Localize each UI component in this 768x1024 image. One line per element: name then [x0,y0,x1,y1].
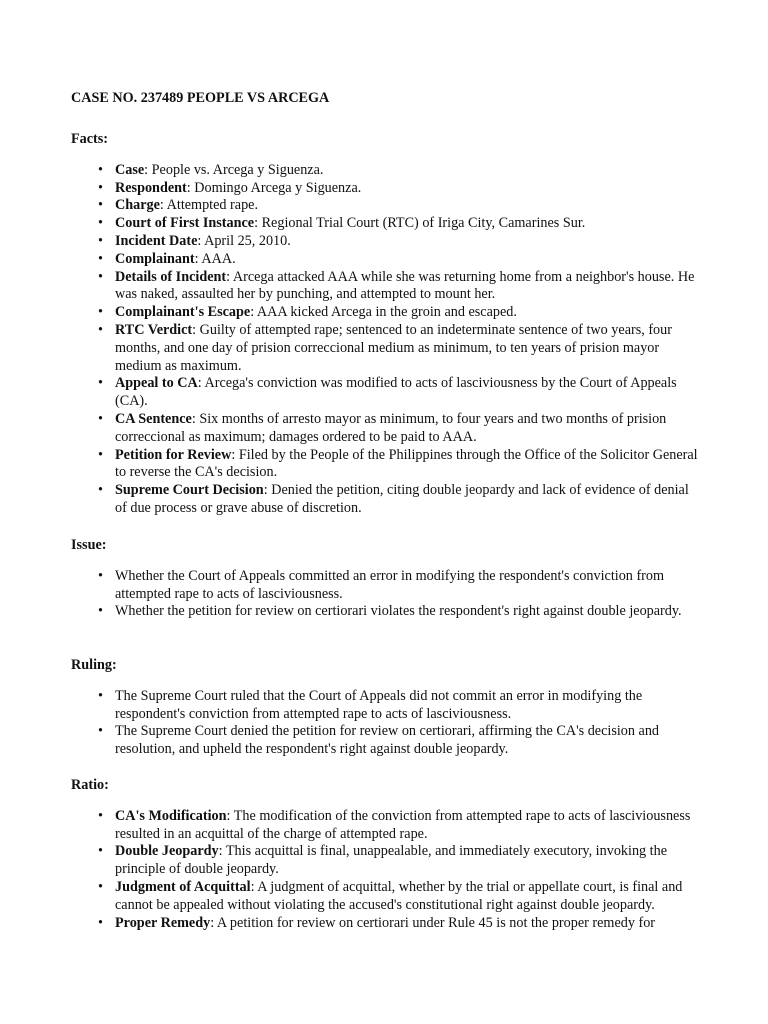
item-text: : April 25, 2010. [197,232,291,249]
item-text: : A petition for review on certiorari under Rule 45 is not the proper remedy for [210,914,656,931]
issue-section [71,537,701,621]
item-text: : This acquittal is final, unappealable, and immediately executory, invoking the principle of double jeopardy. [115,843,668,878]
bullet-icon: • [98,914,103,931]
item-text: : Arcega attacked AAA while she was returning home from a neighbor's house. He was naked, assaulted her by punching, and attempted to mount her. [115,268,695,303]
bullet-icon: • [98,723,103,740]
item-text: : AAA kicked Arcega in the groin and escaped. [250,304,517,321]
list-item [71,322,701,375]
bullet-icon: • [98,375,103,392]
item-term: Court of First Instance [115,215,255,232]
item-term: Supreme Court Decision [115,482,264,499]
item-text: : Guilty of attempted rape; sentenced to an indeterminate sentence of two years, four months, and one day of prision correccional medium as minimum, to ten years of prision mayor medium as maximum. [115,321,672,374]
item-term: Complainant's Escape [115,304,251,321]
bullet-icon: • [98,215,103,232]
item-term: CA's Modification [115,807,227,824]
list-item [71,269,701,305]
list-item [71,447,701,483]
item-term: Appeal to CA [115,375,198,392]
facts-heading: Facts: [71,131,109,147]
list-item [71,843,701,879]
issue-heading: Issue: [71,537,107,553]
issue-list [71,568,701,621]
list-item [71,723,701,759]
bullet-icon: • [98,878,103,895]
ratio-list [71,808,701,933]
item-text: Whether the Court of Appeals committed an error in modifying the respondent's conviction from attempted rape to acts of lasciviousness. [115,567,665,602]
item-term: Petition for Review [115,446,232,463]
list-item [71,162,701,180]
list-item [71,233,701,251]
item-term: Judgment of Acquittal [115,878,251,895]
item-text: : People vs. Arcega y Siguenza. [144,161,324,178]
ratio-heading: Ratio: [71,777,109,793]
bullet-icon: • [98,321,103,338]
bullet-icon: • [98,687,103,704]
ruling-section [71,657,701,759]
list-item [71,482,701,518]
item-text: : Filed by the People of the Philippines through the Office of the Solicitor General to reverse the CA's decision. [115,446,698,481]
list-item [71,215,701,233]
facts-section [71,131,701,518]
item-text: : Domingo Arcega y Siguenza. [186,179,362,196]
item-term: CA Sentence [115,410,192,427]
list-item [71,251,701,269]
list-item [71,568,701,604]
bullet-icon: • [98,197,103,214]
list-item [71,304,701,322]
bullet-icon: • [98,250,103,267]
list-item [71,180,701,198]
bullet-icon: • [98,268,103,285]
list-item [71,688,701,724]
item-text: : Attempted rape. [159,197,259,214]
item-text: The Supreme Court denied the petition for review on certiorari, affirming the CA's decision and resolution, and upheld the respondent's right against double jeopardy. [115,723,660,758]
item-text: : A judgment of acquittal, whether by the trial or appellate court, is final and cannot be appealed without violating the accused's constitutional right against double jeopardy. [115,878,683,913]
item-term: Details of Incident [115,268,227,285]
list-item [71,411,701,447]
list-item [71,375,701,411]
bullet-icon: • [98,807,103,824]
list-item [71,879,701,915]
bullet-icon: • [98,232,103,249]
item-term: Double Jeopardy [115,843,219,860]
bullet-icon: • [98,304,103,321]
ratio-section [71,777,701,932]
bullet-icon: • [98,567,103,584]
ruling-heading: Ruling: [71,657,117,673]
item-term: Respondent [115,179,187,196]
item-term: Case [115,161,145,178]
item-text: Whether the petition for review on certiorari violates the respondent's right against double jeopardy. [115,603,682,620]
item-text: : Six months of arresto mayor as minimum, to four years and two months of prision correccional as maximum; damages ordered to be paid to AAA. [115,410,667,445]
bullet-icon: • [98,482,103,499]
list-item [71,603,701,621]
bullet-icon: • [98,603,103,620]
item-term: Incident Date [115,232,198,249]
item-text: : Arcega's conviction was modified to acts of lasciviousness by the Court of Appeals (CA). [115,375,677,410]
item-text: : Regional Trial Court (RTC) of Iriga City, Camarines Sur. [254,215,586,232]
item-text: : The modification of the conviction from attempted rape to acts of lasciviousness resulted in an acquittal of the charge of attempted rape. [115,807,691,842]
list-item [71,808,701,844]
item-text: : Denied the petition, citing double jeopardy and lack of evidence of denial of due process or grave abuse of discretion. [115,482,689,516]
item-text: : AAA. [194,250,236,267]
list-item [71,915,701,933]
bullet-icon: • [98,179,103,196]
list-item [71,197,701,215]
bullet-icon: • [98,161,103,178]
item-term: RTC Verdict [115,321,193,338]
ruling-list [71,688,701,759]
bullet-icon: • [98,410,103,427]
bullet-icon: • [98,843,103,860]
case-title: CASE NO. 237489 PEOPLE VS ARCEGA [71,90,330,106]
item-term: Proper Remedy [115,914,211,931]
item-text: The Supreme Court ruled that the Court of Appeals did not commit an error in modifying the respondent's conviction from attempted rape to acts of lasciviousness. [115,687,643,722]
item-term: Charge [115,197,160,214]
item-term: Complainant [115,250,195,267]
bullet-icon: • [98,446,103,463]
facts-list [71,162,701,518]
